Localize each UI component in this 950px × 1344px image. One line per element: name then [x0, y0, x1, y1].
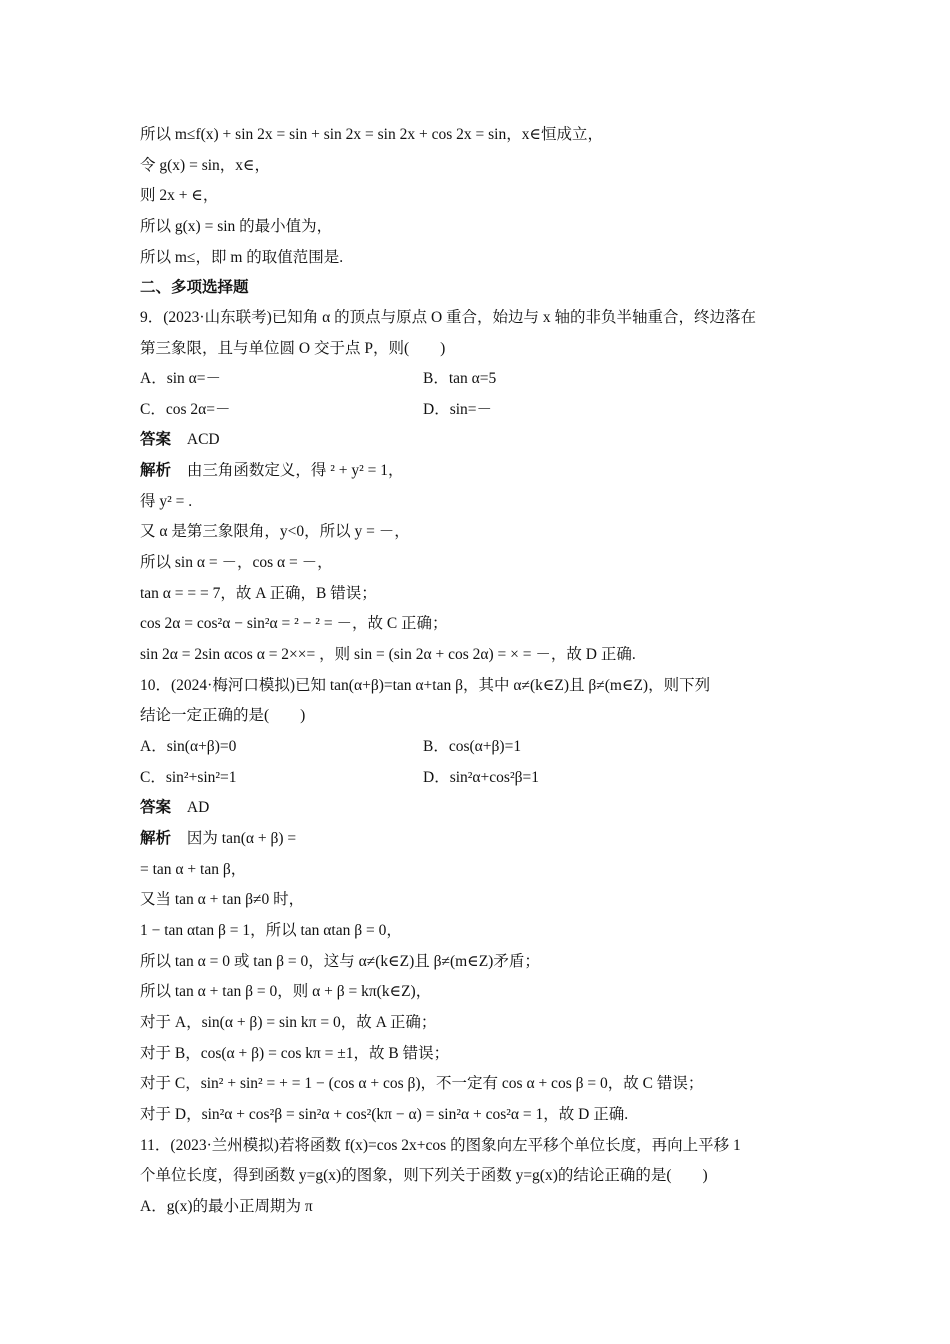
analysis-label: 解析 — [140, 830, 172, 847]
text-line: 令 g(x) = sin，x∈， — [140, 157, 271, 174]
text-line: 1 − tan αtan β = 1，所以 tan αtan β = 0， — [140, 922, 402, 939]
analysis-label: 解析 — [140, 462, 172, 479]
text-line: 所以 m≤f(x) + sin 2x = sin + sin 2x = sin 2x + cos 2x = sin，x∈恒成立， — [140, 126, 603, 143]
text-line: 所以 m≤，即 m 的取值范围是. — [140, 249, 344, 266]
text-line: 所以 sin α = －，cos α = －， — [140, 554, 333, 571]
answer-value: AD — [186, 799, 210, 816]
text-line: = tan α + tan β， — [140, 861, 247, 878]
question-9-stem: 第三象限，且与单位圆 O 交于点 P，则( ) — [140, 340, 446, 357]
analysis-row — [140, 461, 404, 481]
question-9-stem: 9．(2023·山东联考)已知角 α 的顶点与原点 O 重合，始边与 x 轴的非负半轴重合，终边落在 — [140, 309, 757, 326]
text-line: 又当 tan α + tan β≠0 时， — [140, 891, 305, 908]
text-line: tan α = = = 7，故 A 正确，B 错误； — [140, 585, 377, 602]
question-11-stem: 个单位长度，得到函数 y=g(x)的图象，则下列关于函数 y=g(x)的结论正确的是( ) — [140, 1167, 708, 1184]
answer-row — [140, 430, 220, 450]
question-10-stem: 10．(2024·梅河口模拟)已知 tan(α+β)=tan α+tan β，其中 α≠(k∈Z)且 β≠(m∈Z)，则下列 — [140, 677, 711, 694]
option-row — [140, 369, 221, 389]
text-line: cos 2α = cos²α − sin²α = ² − ² = －，故 C 正确； — [140, 615, 448, 632]
text-line: 所以 tan α + tan β = 0，则 α + β = kπ(k∈Z)， — [140, 983, 432, 1000]
option-c: C．sin²+sin²=1 — [140, 769, 237, 786]
option-b: B．tan α=5 — [423, 370, 497, 387]
text-line: 对于 A，sin(α + β) = sin kπ = 0，故 A 正确； — [140, 1014, 437, 1031]
text-line: 所以 g(x) = sin 的最小值为， — [140, 218, 333, 235]
text-line: 得 y² = . — [140, 493, 193, 510]
text-line: 则 2x + ∈， — [140, 187, 219, 204]
text-line: 所以 tan α = 0 或 tan β = 0，这与 α≠(k∈Z)且 β≠(m∈Z)矛盾； — [140, 953, 540, 970]
answer-value: ACD — [186, 431, 220, 448]
question-10-stem: 结论一定正确的是( ) — [140, 707, 306, 724]
section-heading: 二、多项选择题 — [140, 279, 249, 296]
analysis-text: 由三角函数定义，得 ² + y² = 1， — [186, 462, 404, 479]
text-line: sin 2α = 2sin αcos α = 2××= ，则 sin = (sin 2α + cos 2α) = × = －，故 D 正确. — [140, 646, 636, 663]
analysis-row — [140, 829, 296, 849]
answer-label: 答案 — [140, 431, 172, 448]
answer-label: 答案 — [140, 799, 172, 816]
option-a: A．sin α=－ — [140, 370, 222, 387]
option-c: C．cos 2α=－ — [140, 401, 231, 418]
option-a: A．sin(α+β)=0 — [140, 738, 237, 755]
option-b: B．cos(α+β)=1 — [423, 738, 522, 755]
text-line: 对于 C，sin² + sin² = + = 1 − (cos α + cos β)，不一定有 cos α + cos β = 0，故 C 错误； — [140, 1075, 704, 1092]
question-11-stem: 11．(2023·兰州模拟)若将函数 f(x)=cos 2x+cos 的图象向左平移个单位长度，再向上平移 1 — [140, 1137, 741, 1154]
text-line: 对于 D，sin²α + cos²β = sin²α + cos²(kπ − α) = sin²α + cos²α = 1，故 D 正确. — [140, 1106, 629, 1123]
option-d: D．sin²α+cos²β=1 — [423, 769, 539, 786]
text-line: 对于 B，cos(α + β) = cos kπ = ±1，故 B 错误； — [140, 1045, 450, 1062]
analysis-text: 因为 tan(α + β) = — [186, 830, 297, 847]
option-a: A．g(x)的最小正周期为 π — [140, 1198, 313, 1215]
text-line: 又 α 是第三象限角，y<0，所以 y = －， — [140, 523, 410, 540]
answer-row — [140, 798, 209, 818]
option-d: D．sin=－ — [423, 401, 493, 418]
